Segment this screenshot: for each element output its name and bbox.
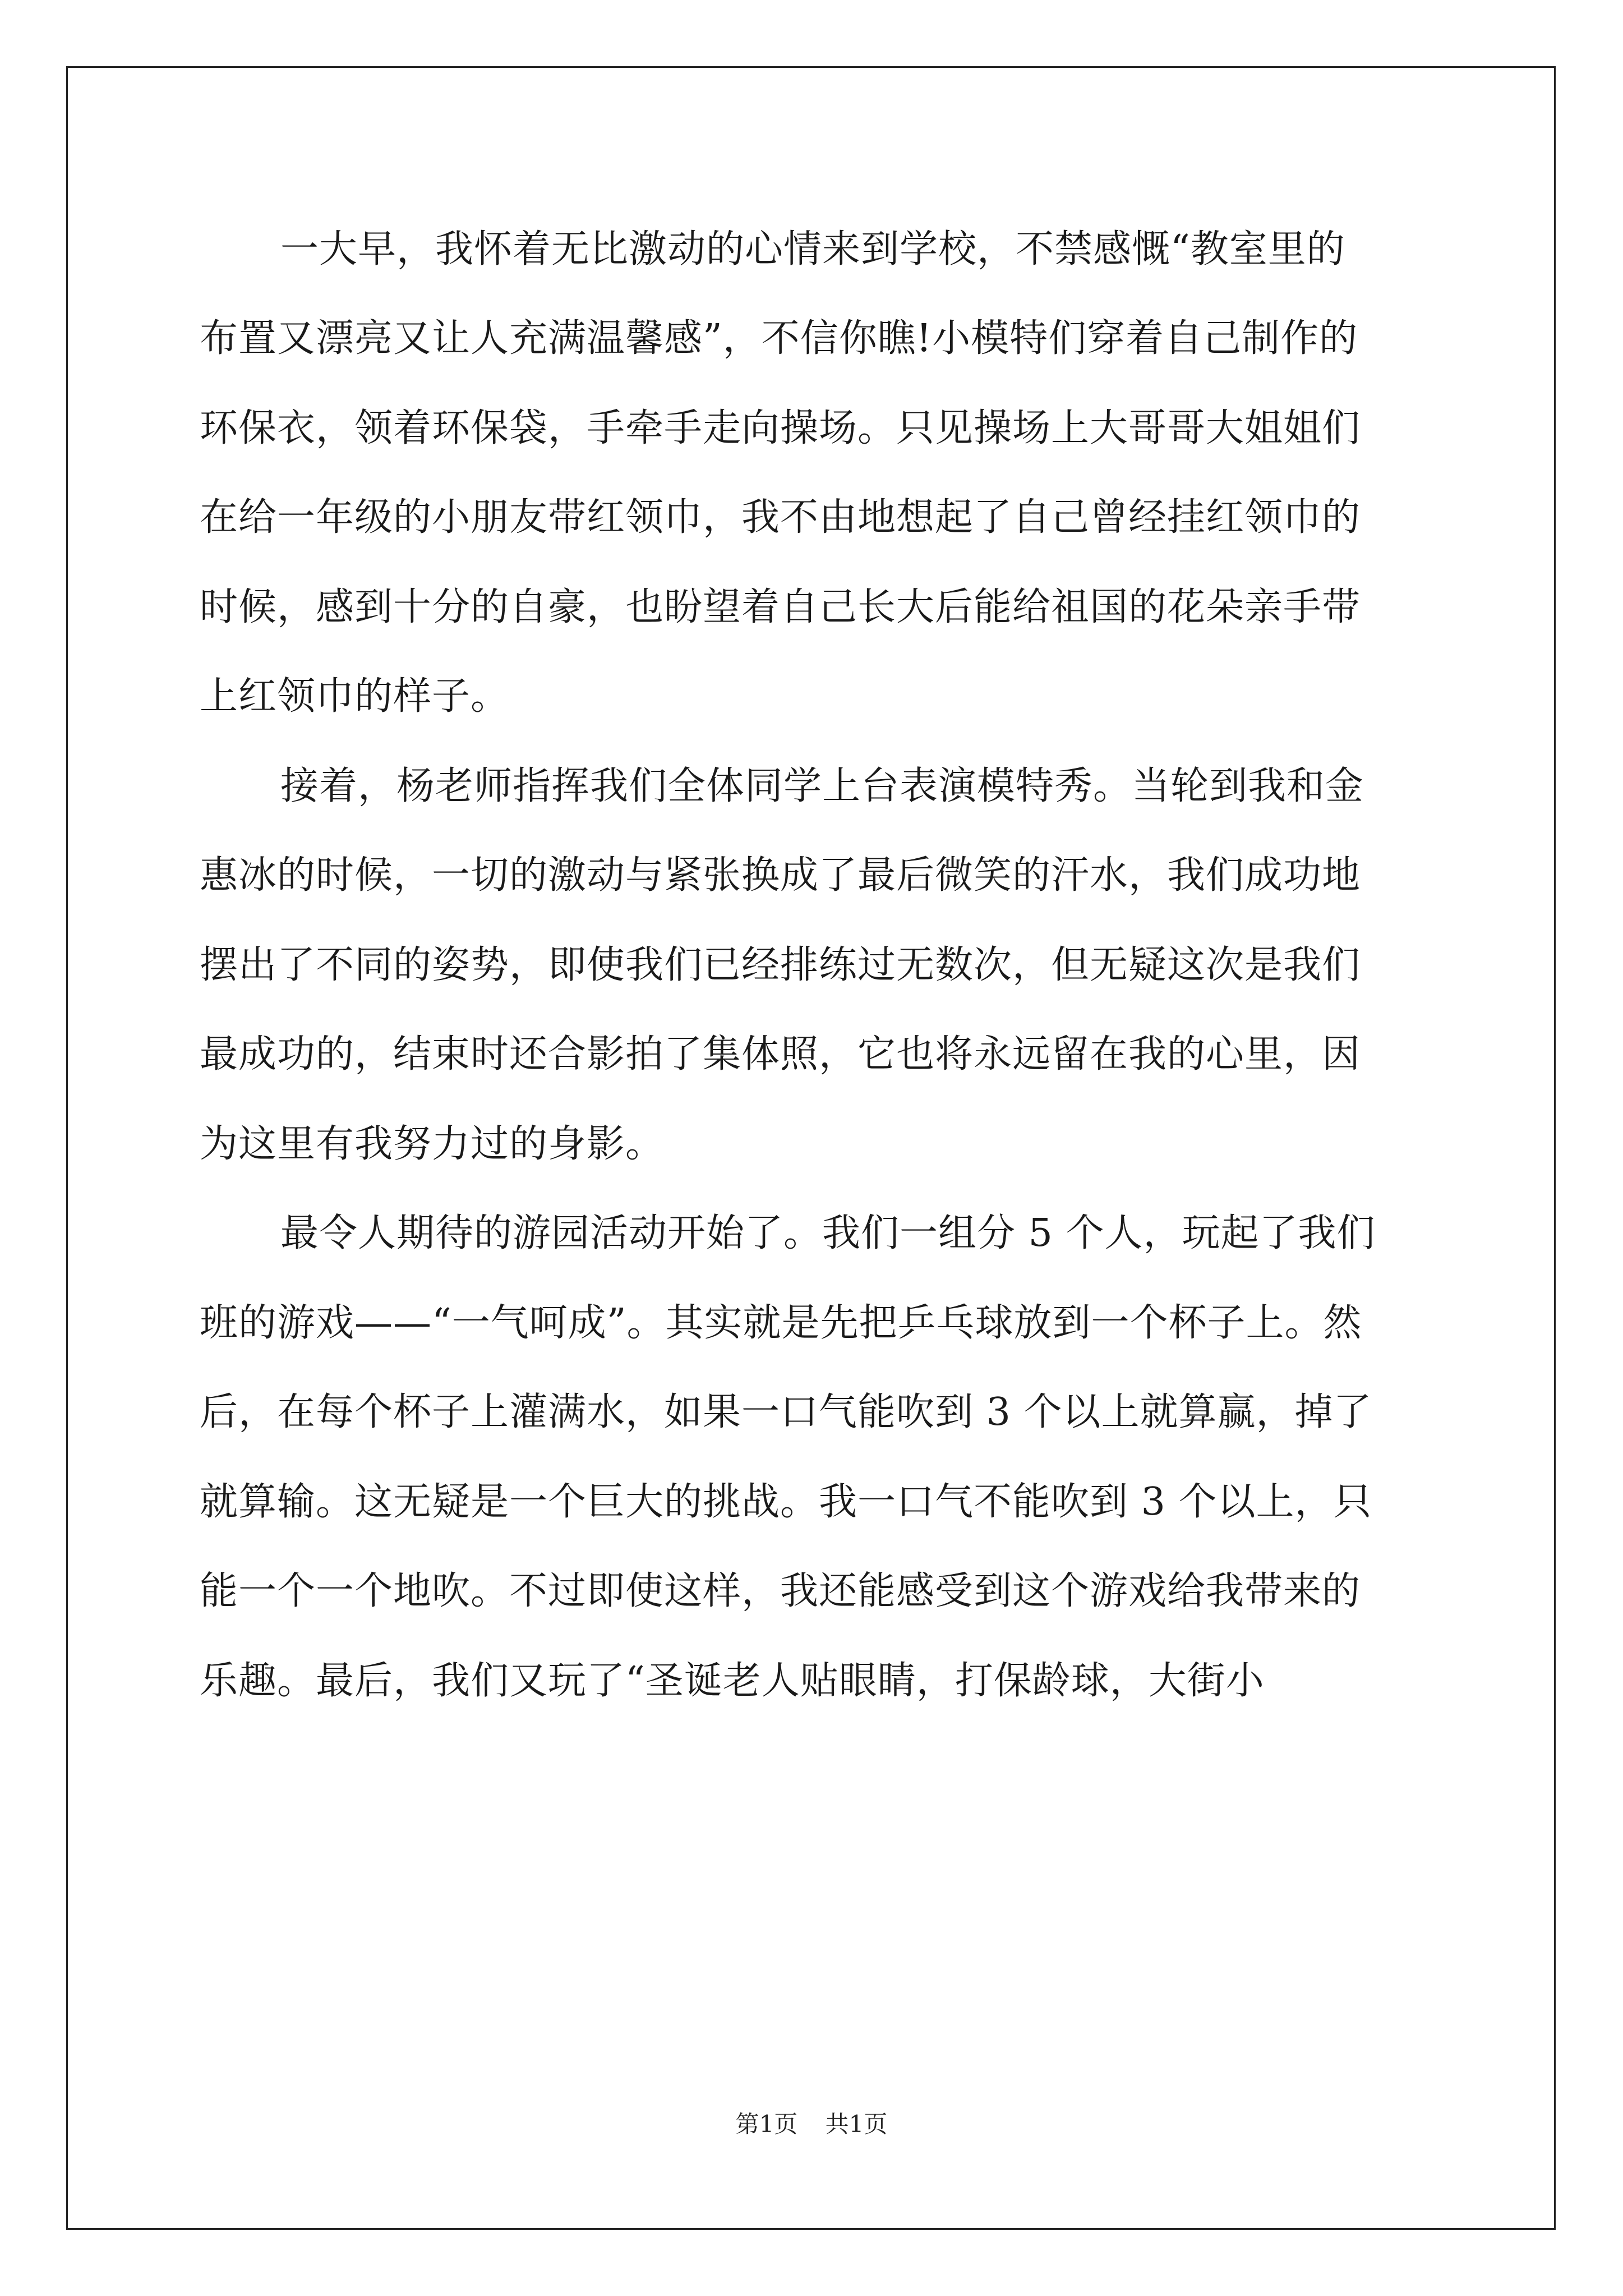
paragraph-1-line-5: 时候，感到十分的自豪，也盼望着自己长大后能给祖国的花朵亲手带: [200, 585, 1361, 629]
paragraph-1-line-3: 环保衣，领着环保袋，手牵手走向操场。只见操场上大哥哥大姐姐们: [200, 406, 1361, 450]
paragraph-3-line-5: 能一个一个地吹。不过即使这样，我还能感受到这个游戏给我带来的: [200, 1569, 1361, 1613]
paragraph-2-line-2: 惠冰的时候，一切的激动与紧张换成了最后微笑的汗水，我们成功地: [200, 853, 1361, 898]
paragraph-1-line-2: 布置又漂亮又让人充满温馨感”，不信你瞧!小模特们穿着自己制作的: [200, 316, 1358, 361]
paragraph-1-line-1: 一大早，我怀着无比激动的心情来到学校，不禁感慨“教室里的: [280, 227, 1345, 272]
paragraph-2-line-3: 摆出了不同的姿势，即使我们已经排练过无数次，但无疑这次是我们: [200, 943, 1361, 987]
page-total: 共1页: [825, 2110, 888, 2138]
paragraph-3-line-4: 就算输。这无疑是一个巨大的挑战。我一口气不能吹到 3 个以上，只: [200, 1480, 1372, 1524]
paragraph-3-line-2: 班的游戏——“一气呵成”。其实就是先把乒乓球放到一个杯子上。然: [200, 1301, 1362, 1345]
paragraph-1-line-4: 在给一年级的小朋友带红领巾，我不由地想起了自己曾经挂红领巾的: [200, 495, 1361, 540]
paragraph-2-line-1: 接着，杨老师指挥我们全体同学上台表演模特秀。当轮到我和金: [280, 764, 1364, 808]
paragraph-3-line-3: 后，在每个杯子上灌满水，如果一口气能吹到 3 个以上就算赢，掉了: [200, 1390, 1372, 1434]
paragraph-2-line-4: 最成功的，结束时还合影拍了集体照，它也将永远留在我的心里，因: [200, 1032, 1361, 1076]
paragraph-3-line-1: 最令人期待的游园活动开始了。我们一组分 5 个人，玩起了我们: [280, 1211, 1376, 1255]
page-footer: [0, 2110, 1623, 2138]
paragraph-2-line-5: 为这里有我努力过的身影。: [200, 1122, 665, 1166]
paragraph-1-line-6: 上红领巾的样子。: [200, 674, 510, 719]
page-number: 第1页: [735, 2110, 798, 2138]
paragraph-3-line-6: 乐趣。最后，我们又玩了“圣诞老人贴眼睛，打保龄球，大街小: [200, 1659, 1265, 1703]
